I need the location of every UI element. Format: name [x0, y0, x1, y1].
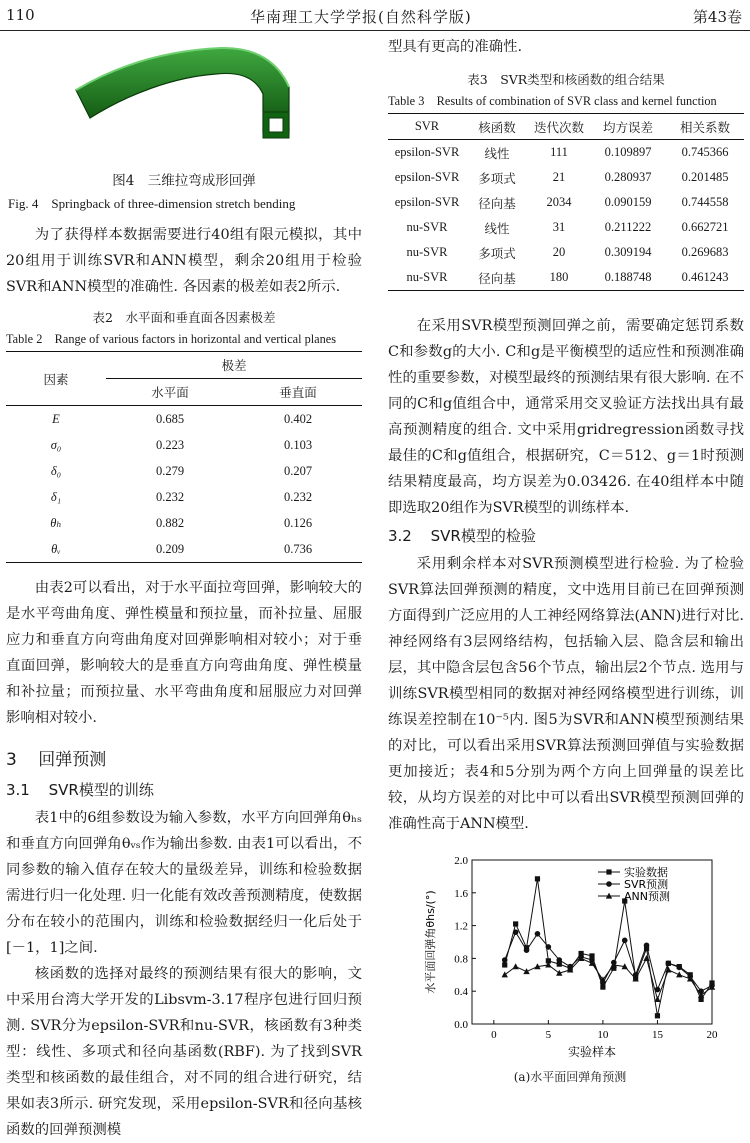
data-point-triangle — [502, 971, 508, 977]
table3-cell: 0.745366 — [681, 145, 729, 159]
paragraph-samples: 为了获得样本数据需要进行40组有限元模拟，其中20组用于训练SVR和ANN模型，剩余20组用于检验SVR和ANN模型的准确性. 各因素的极差如表2所示. — [6, 227, 362, 295]
table2-header-vertical: 垂直面 — [279, 386, 317, 400]
table3-header: SVR — [414, 119, 440, 133]
table3-cell: 径向基 — [478, 196, 516, 211]
y-tick-label: 2.0 — [454, 855, 468, 867]
table3-cell: epsilon-SVR — [394, 195, 460, 209]
table-row — [388, 165, 744, 190]
table3-cell: nu-SVR — [406, 270, 448, 284]
table3-cell: 0.662721 — [681, 220, 729, 234]
data-point-circle — [502, 957, 508, 963]
data-point-triangle — [512, 963, 518, 969]
series-line-circle — [505, 932, 712, 991]
table3-cell: 0.309194 — [604, 245, 652, 259]
y-tick-label: 0.4 — [454, 986, 468, 999]
fig5a-chart — [420, 852, 720, 1064]
table3-cell: 多项式 — [478, 171, 516, 186]
table3-cell: 20 — [552, 245, 566, 259]
table3-header: 迭代次数 — [533, 120, 584, 135]
table2-factor: θₕ — [50, 516, 62, 530]
journal-title: 华南理工大学学报(自然科学版) — [250, 8, 472, 26]
table-row — [388, 215, 744, 240]
data-point-circle — [622, 938, 628, 944]
table-row — [6, 484, 362, 510]
legend-label: SVR预测 — [624, 878, 669, 891]
paragraph-continued: 型具有更高的准确性. — [388, 39, 523, 55]
y-tick-label: 1.2 — [454, 920, 468, 933]
table2-factor: δ₀ — [50, 463, 62, 478]
section-title: 回弹预测 — [38, 750, 107, 770]
table3-cell: 0.211222 — [604, 220, 652, 234]
table3 — [388, 113, 744, 291]
table3-cell: 2034 — [546, 195, 572, 209]
subsection-number: 3.1 — [6, 781, 30, 799]
table2-factor: σ₀ — [50, 437, 62, 452]
table2-title-en: Table 2 Range of various factors in horizontal and vertical planes — [6, 332, 337, 346]
table3-cell: 多项式 — [478, 246, 516, 261]
table2-cell: 0.223 — [155, 437, 185, 452]
plot-frame — [472, 860, 712, 1024]
paragraph-table2-analysis: 由表2可以看出，对于水平面拉弯回弹，影响较大的是水平弯曲角度、弹性模量和预拉量，而补拉量、屈服应力和垂直方向弯曲角度对回弹影响相对较小；对于垂直面回弹，影响较大的是垂直方向弯曲角度、弹性模量和补拉量；而预拉量、水平弯曲角度和屈服应力对回弹影响相对较小. — [6, 580, 362, 726]
table2-title-cn: 表2 水平面和垂直面各因素极差 — [92, 310, 276, 325]
table-row — [388, 240, 744, 265]
table3-cell: 径向基 — [478, 271, 516, 286]
x-tick-label: 20 — [706, 1029, 718, 1041]
paragraph-verification: 采用剩余样本对SVR预测模型进行检验. 为了检验SVR算法回弹预测的精度，文中选用目前已在回弹预测方面得到广泛应用的人工神经网络算法(ANN)进行对比. 神经网络有3层网络结构，包括输入层、隐含层和输出层，其中隐含层包含56个节点，输出层2个节点. 选用与训练SVR模型相同的数据对神经网络模型进行训练，训练误差控制在10⁻⁵内. 图5为SVR和ANN模型预测结果的对比，可以看出采用SVR算法预测回弹值与实验数据更加接近；表4和5分别为两个方向上回弹量的误差比较，从均方误差的对比中可以看出SVR模型预测回弹的准确性高于ANN模型. — [388, 556, 744, 832]
table2-cell: 0.232 — [283, 489, 313, 504]
section-3-1-heading — [6, 779, 362, 805]
running-header — [0, 0, 750, 31]
table2-header-factor: 因素 — [6, 352, 106, 406]
section-number: 3 — [6, 750, 17, 770]
data-point-circle — [644, 942, 650, 948]
data-point-circle — [524, 947, 530, 953]
table3-header: 均方误差 — [602, 120, 653, 135]
table-row — [6, 536, 362, 563]
table-row — [388, 190, 744, 215]
y-tick-label: 1.6 — [454, 887, 468, 900]
table3-cell: 0.109897 — [604, 145, 652, 159]
table3-header: 相关系数 — [679, 120, 730, 135]
table2-cell: 0.207 — [283, 463, 313, 478]
paragraph-normalization: 表1中的6组参数设为输入参数，水平方向回弹角θₕₛ和垂直方向回弹角θᵥₛ作为输出参数. 由表1可以看出，不同参数的输入值存在较大的量级差异，训练和检验数据需进行归一化处理. 归一化能有效改善预测精度，使数据分布在较小的范围内，训练和检验数据经归一化后处于[－1，1]之间. — [6, 810, 362, 956]
table3-cell: 0.280937 — [604, 170, 652, 184]
data-point-square — [655, 1013, 660, 1018]
table-row — [6, 406, 362, 433]
table2 — [6, 351, 362, 563]
data-point-circle — [556, 957, 562, 963]
legend-marker-square — [606, 869, 611, 874]
data-point-circle — [666, 961, 672, 967]
volume-number: 第43卷 — [692, 8, 742, 26]
table3-cell: epsilon-SVR — [394, 145, 460, 159]
x-axis-label: 实验样本 — [567, 1045, 617, 1059]
table2-cell: 0.126 — [283, 515, 313, 530]
table3-cell: 0.461243 — [681, 270, 729, 284]
data-point-square — [502, 962, 507, 967]
table2-cell: 0.685 — [155, 411, 185, 426]
table-row — [388, 140, 744, 166]
left-column — [6, 32, 362, 1143]
paragraph-parameters: 在采用SVR模型预测回弹之前，需要确定惩罚系数C和参数g的大小. C和g是平衡模型的适应性和预测准确性的重要参数，对模型最终的预测结果有很大影响. 在不同的C和g值组合中，通常采用交叉验证方法找出具有最高预测精度的组合. 文中采用gridregression函数寻找最佳的C和g值组合，根据研究，C＝512、g＝1时预测结果精度最高，均方误差为0.03426. 在40组样本中随即选取20组作为SVR模型的训练样本. — [388, 318, 744, 516]
table3-title-en: Table 3 Results of combination of SVR class and kernel function — [388, 94, 717, 108]
fig4-caption-cn: 图4 三维拉弯成形回弹 — [112, 173, 256, 189]
section-3-2-heading — [388, 525, 744, 551]
table3-cell: 31 — [552, 220, 566, 234]
table3-cell: 180 — [549, 270, 569, 284]
page-number: 110 — [6, 6, 35, 24]
data-point-circle — [676, 965, 682, 971]
table2-cell: 0.103 — [283, 437, 313, 452]
x-tick-label: 0 — [491, 1029, 497, 1041]
subsection-number: 3.2 — [388, 527, 412, 545]
table3-cell: epsilon-SVR — [394, 170, 460, 184]
table-row — [388, 265, 744, 291]
table2-header-horizontal: 水平面 — [151, 386, 189, 400]
x-tick-label: 10 — [597, 1029, 609, 1041]
subsection-title: SVR模型的检验 — [430, 527, 536, 545]
stretch-bending-render — [6, 32, 362, 157]
table2-factor: E — [52, 411, 60, 426]
legend-marker-circle — [606, 881, 612, 887]
table2-cell: 0.232 — [155, 489, 185, 504]
x-tick-label: 5 — [545, 1029, 552, 1041]
table2-factor: θᵥ — [51, 541, 61, 556]
table3-cell: 0.201485 — [681, 170, 729, 184]
y-tick-label: 0.8 — [454, 953, 468, 966]
table2-header-range: 极差 — [106, 352, 362, 379]
table2-cell: 0.882 — [155, 515, 185, 530]
data-point-circle — [535, 931, 541, 937]
table3-cell: 线性 — [484, 146, 510, 161]
y-tick-label: 0.0 — [454, 1019, 468, 1031]
fig4-image — [6, 32, 362, 157]
table3-cell: nu-SVR — [406, 220, 448, 234]
table-row — [6, 510, 362, 536]
table3-cell: nu-SVR — [406, 245, 448, 259]
y-axis-label: 水平面回弹角θhs/(°) — [424, 890, 437, 994]
table3-cell: 0.269683 — [681, 245, 729, 259]
x-tick-label: 15 — [651, 1029, 663, 1041]
table2-factor: δ₁ — [50, 489, 62, 504]
table3-title-cn: 表3 SVR类型和核函数的组合结果 — [467, 72, 665, 87]
table-row — [6, 458, 362, 484]
table3-cell: 21 — [552, 170, 566, 184]
table3-cell: 线性 — [484, 221, 510, 236]
fig4-caption-en: Fig. 4 Springback of three-dimension stretch bending — [8, 196, 296, 211]
table2-cell: 0.402 — [283, 411, 313, 426]
table2-cell: 0.209 — [155, 541, 185, 556]
data-point-circle — [546, 944, 552, 950]
data-point-circle — [513, 929, 519, 935]
table2-cell: 0.279 — [155, 463, 185, 478]
legend-label: ANN预测 — [624, 890, 670, 903]
right-column — [388, 34, 744, 837]
table3-header: 核函数 — [478, 120, 516, 135]
series-line-square — [505, 879, 712, 1016]
fig5a-caption: (a)水平面回弹角预测 — [513, 1070, 627, 1084]
table3-cell: 0.090159 — [604, 195, 652, 209]
subsection-title: SVR模型的训练 — [48, 781, 154, 799]
table-row — [6, 432, 362, 458]
table3-cell: 0.744558 — [681, 195, 729, 209]
column-gutter — [376, 34, 377, 1084]
table3-cell: 0.188748 — [604, 270, 652, 284]
legend-label: 实验数据 — [624, 866, 668, 879]
data-point-triangle — [676, 971, 682, 977]
paragraph-kernel: 核函数的选择对最终的预测结果有很大的影响，文中采用台湾大学开发的Libsvm-3.17程序包进行回归预测. SVR分为epsilon-SVR和nu-SVR，核函数有3种类型：线性、多项式和径向基函数(RBF). 为了找到SVR类型和核函数的最佳组合，对不同的组合进行研究，结果如表3所示. 研究发现，采用epsilon-SVR和径向基核函数的回弹预测模 — [6, 966, 362, 1138]
table2-cell: 0.736 — [283, 541, 313, 556]
table3-cell: 111 — [550, 145, 568, 159]
section-3-heading — [6, 745, 362, 775]
data-point-square — [535, 876, 540, 881]
data-point-triangle — [523, 968, 529, 974]
data-point-square — [513, 921, 518, 926]
